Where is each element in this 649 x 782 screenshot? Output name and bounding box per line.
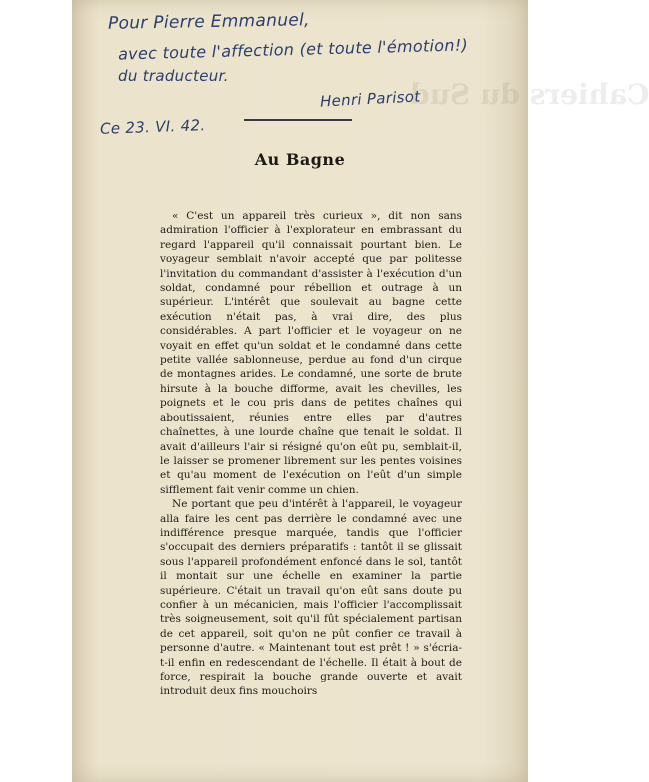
paragraph-2: Ne portant que peu d'intérêt à l'appareil, le voyageur alla faire les cent pas derrière le condamné avec une indifférence presque marquée, tandis que l'officier s'occupait des derniers préparatifs : tantôt il se glissait sous l'appareil profondément enfoncé dans le sol, tantôt il montait sur une échelle en examiner la partie supérieure. C'était un travail qu'on eût sans doute pu confier à un mécanicien, mais l'officier l'accomplissait très soigneusement, soit qu'il fût spécialement partisan de cet appareil, soit qu'on ne pût confier ce travail à personne d'autre. « Maintenant tout est prêt ! » s'écria-t-il enfin en redescendant de l'échelle. Il était à bout de force, respirait la bouche grande ouverte et avait introduit deux fins mouchoirs xyxy=(160,498,462,698)
body-text xyxy=(160,209,462,699)
signature: Henri Parisot xyxy=(319,87,421,111)
inscription-date: Ce 23. VI. 42. xyxy=(99,116,206,138)
show-through-text: Cahiers du Sud xyxy=(410,78,649,111)
signature-underline xyxy=(244,119,352,121)
inscription-line-3: du traducteur. xyxy=(118,67,229,85)
inscription-line-1: Pour Pierre Emmanuel, xyxy=(107,10,310,34)
chapter-title: Au Bagne xyxy=(254,150,346,169)
paragraph-1: « C'est un appareil très curieux », dit non sans admiration l'officier à l'explorateur en embrassant du regard l'appareil qu'il connaissait pourtant bien. Le voyageur semblait n'avoir accepté que par politesse l'invitation du commandant d'assister à l'exécution d'un soldat, condamné pour rébellion et outrage à un supérieur. L'intérêt que soulevait au bagne cette exécution n'était pas, à vrai dire, des plus considérables. A part l'officier et le voyageur on ne voyait en effet qu'un soldat et le condamné dans cette petite vallée sablonneuse, perdue au fond d'un cirque de montagnes arides. Le condamné, une sorte de brute hirsute à la bouche difforme, avait les chevilles, les poignets et le cou pris dans de petites chaînes qui aboutissaient, réunies entre elles par d'autres chaînettes, à une lourde chaîne que tenait le soldat. Il avait d'ailleurs l'air si résigné qu'on eût pu, semblait-il, le laisser se promener librement sur les pentes voisines et qu'au moment de l'exécution on l'eût d'un simple sifflement fait venir comme un chien. xyxy=(160,210,462,496)
inscription-line-2: avec toute l'affection (et toute l'émotion!) xyxy=(117,35,469,64)
